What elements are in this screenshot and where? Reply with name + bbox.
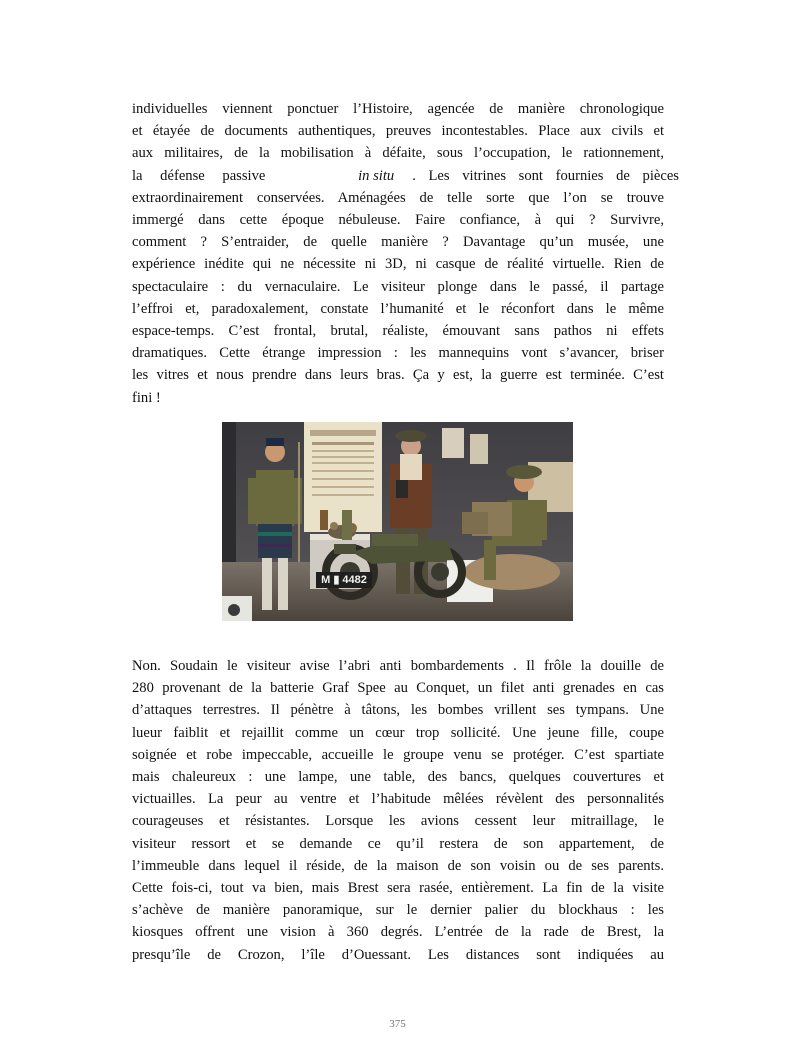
text-line: espace-temps. C’est frontal, brutal, réaliste, émouvant sans pathos ni effets: [132, 323, 664, 340]
text-line: comment ? S’entraider, de quelle manière ? Davantage qu’un musée, une: [132, 234, 664, 251]
text-line: et étayée de documents authentiques, preuves incontestables. Place aux civils et: [132, 123, 664, 140]
text-line: les vitres et nous prendre dans leurs bras. Ça y est, la guerre est terminée. C’est: [132, 367, 664, 384]
italic-term: in situ: [358, 167, 395, 184]
text-line: 280 provenant de la batterie Graf Spee au Conquet, un filet anti grenades en cas: [132, 680, 664, 697]
paragraph-1: [132, 98, 679, 409]
text-line: soignée et robe impeccable, accueille le groupe venu se protéger. C’est spartiate: [132, 746, 664, 763]
text-line: individuelles viennent ponctuer l’Histoire, agencée de manière chronologique: [132, 101, 664, 117]
museum-photo-illustration: [222, 422, 573, 621]
text-line: victuailles. La peur au ventre et l’habitude mêlées révèlent des personnalités: [132, 791, 664, 808]
text-line: expérience inédite qui ne nécessite ni 3D, ni casque de réalité virtuelle. Rien de: [132, 256, 664, 273]
text-line: courageuses et résistantes. Lorsque les avions cessent leur mitraillage, le: [132, 813, 664, 830]
text-line: presqu’île de Crozon, l’île d’Ouessant. Les distances sont indiquées au: [132, 946, 664, 963]
text-line: s’achève de manière panoramique, sur le dernier palier du blockhaus : les: [132, 902, 664, 919]
text-segment: la défense passive: [132, 167, 266, 184]
text-line: l’immeuble dans lequel il réside, de la maison de son voisin ou de ses parents.: [132, 857, 664, 874]
text-line: immergé dans cette époque nébuleuse. Faire confiance, à qui ? Survivre,: [132, 212, 664, 229]
paragraph-2: [132, 655, 664, 966]
text-line-last: fini !: [132, 389, 161, 406]
text-line: lueur faiblit et rejaillit comme un cœur trop sollicité. Une jeune fille, coupe: [132, 724, 664, 741]
page-number: 375: [389, 1018, 406, 1030]
text-line: d’attaques terrestres. Il pénètre à tâtons, les bombes vrillent ses tympans. Une: [132, 702, 664, 719]
text-line: extraordinairement conservées. Aménagées de telle sorte que l’on se trouve: [132, 189, 664, 206]
text-line: mais chaleureux : une lampe, une table, des bancs, quelques couvertures et: [132, 769, 664, 786]
text-line: dramatiques. Cette étrange impression : les mannequins vont s’avancer, briser: [132, 345, 664, 362]
text-segment: . Les vitrines sont fournies de pièces: [412, 167, 679, 184]
text-line: kiosques offrent une vision à 360 degrés. L’entrée de la rade de Brest, la: [132, 924, 664, 941]
text-line-mixed: [132, 165, 679, 187]
text-line: visiteur ressort et se demande ce qu’il restera de son appartement, de: [132, 835, 664, 852]
text-line: Cette fois-ci, tout va bien, mais Brest sera rasée, entièrement. La fin de la visite: [132, 880, 664, 897]
museum-photo: [222, 422, 573, 621]
text-line: Non. Soudain le visiteur avise l’abri anti bombardements . Il frôle la douille de: [132, 658, 664, 674]
text-line: aux militaires, de la mobilisation à défaite, sous l’occupation, le rationnement,: [132, 145, 664, 162]
license-plate: M ▮ 4482: [321, 574, 367, 586]
text-line: l’effroi et, paradoxalement, constate l’humanité et le réconfort dans le même: [132, 300, 664, 317]
text-line: spectaculaire : du vernaculaire. Le visiteur plonge dans le passé, il partage: [132, 278, 664, 295]
